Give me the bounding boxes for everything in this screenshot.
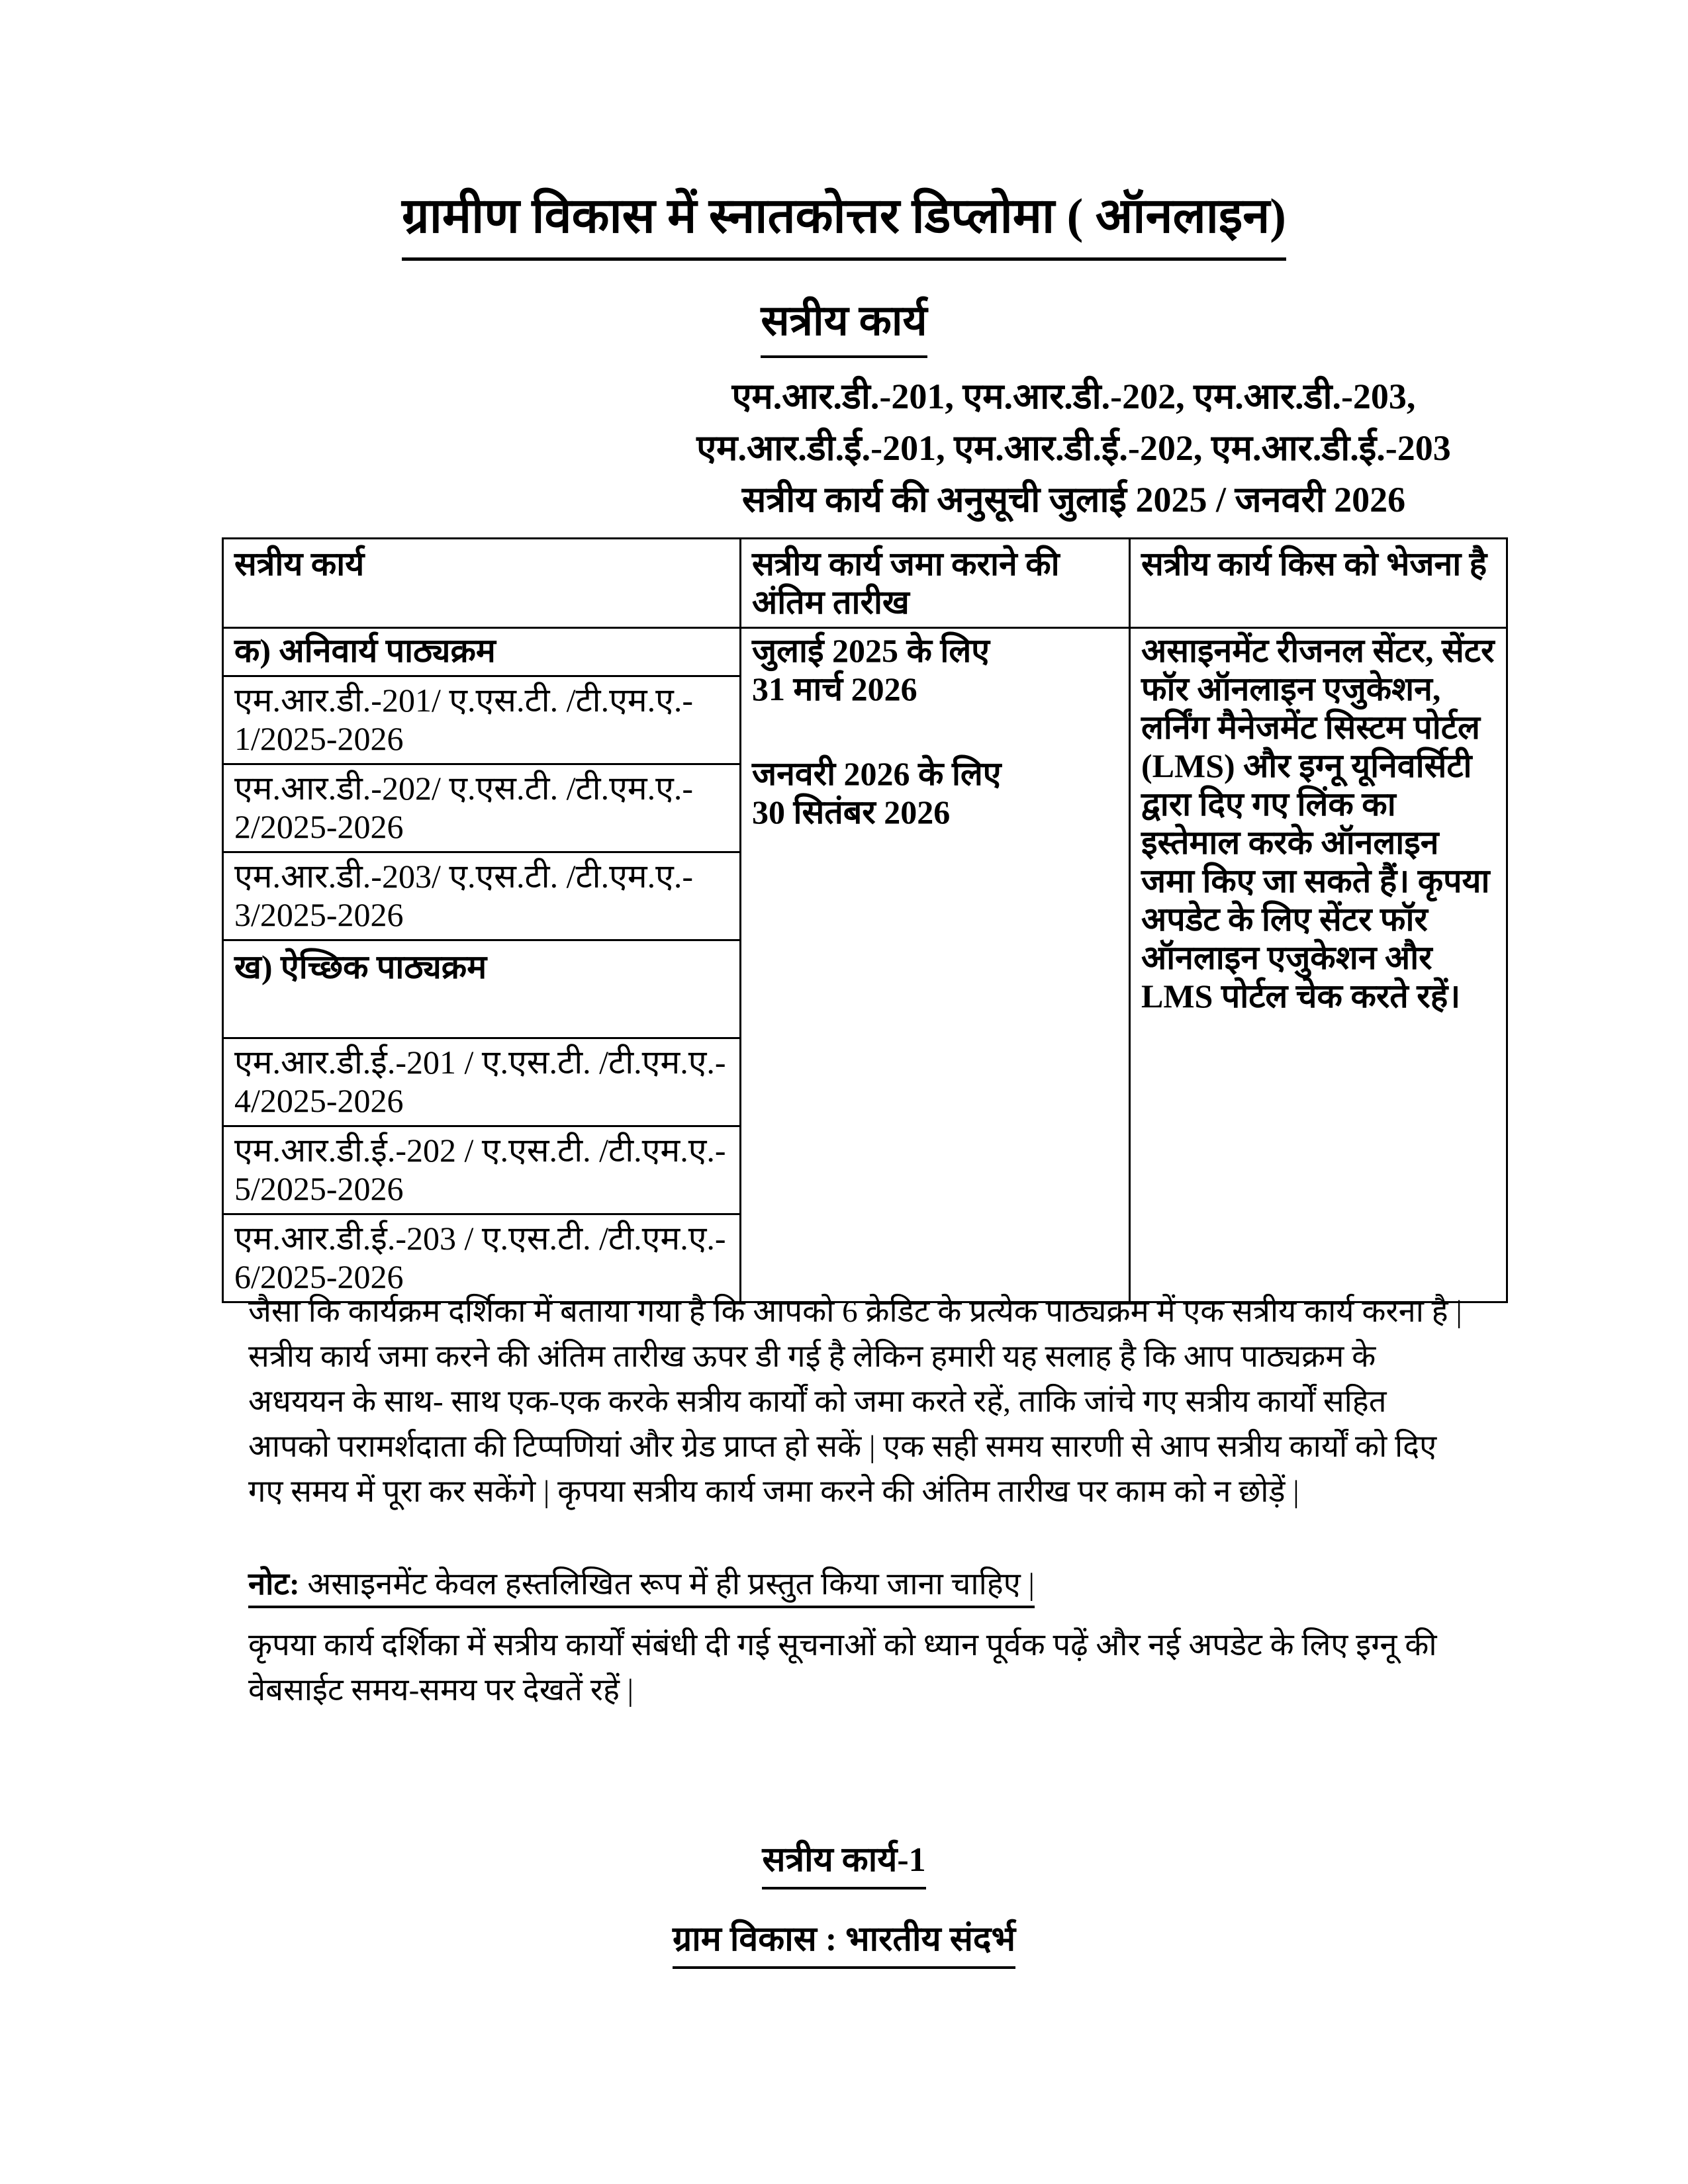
deadline-january-date: 30 सितंबर 2026 (752, 794, 951, 831)
course-session-line: 3/2025-2026 (234, 896, 404, 933)
assignment-1-course-title-text: ग्राम विकास : भारतीय संदर्भ (673, 1914, 1015, 1969)
course-code-line: एम.आर.डी.-202/ ए.एस.टी. /टी.एम.ए.- (234, 770, 693, 807)
assignment-1-heading-text: सत्रीय कार्य-1 (762, 1835, 925, 1889)
note-text: असाइनमेंट केवल हस्तलिखित रूप में ही प्रस्तुत किया जाना चाहिए | (299, 1567, 1035, 1602)
note-label: नोट: (248, 1567, 300, 1602)
course-codes-line-2: एम.आर.डी.ई.-201, एम.आर.डी.ई.-202, एम.आर.डी.ई.-203 (696, 428, 1451, 468)
assignment-1-heading (0, 1835, 1688, 1889)
course-code-line: एम.आर.डी.ई.-201 / ए.एस.टी. /टी.एम.ए.- (234, 1044, 726, 1081)
website-reminder-paragraph: कृपया कार्य दर्शिका में सत्रीय कार्यों संबंधी दी गई सूचनाओं को ध्यान पूर्वक पढ़ें और नई अपडेट के लिए इग्नू की वेबसाईट समय-समय पर देखतें रहें | (248, 1628, 1437, 1707)
course-code-line: एम.आर.डी.ई.-203 / ए.एस.टी. /टी.एम.ए.- (234, 1220, 726, 1257)
section-label: क) अनिवार्य पाठ्यक्रम (223, 628, 741, 676)
note-line (248, 1562, 1472, 1607)
send-to-cell: असाइनमेंट रीजनल सेंटर, सेंटर फॉर ऑनलाइन एजुकेशन, लर्निंग मैनेजमेंट सिस्टम पोर्टल (LMS) और इग्नू यूनिवर्सिटी द्वारा दिए गए लिंक का इस्तेमाल करके ऑनलाइन जमा किए जा सकते हैं। कृपया अपडेट के लिए सेंटर फॉर ऑनलाइन एजुकेशन और LMS पोर्टल चेक करते रहें। (1130, 628, 1507, 1302)
deadline-cell (741, 628, 1130, 1302)
header-assignment: सत्रीय कार्य (223, 539, 741, 628)
course-codes-block (630, 371, 1517, 525)
course-session-line: 1/2025-2026 (234, 720, 404, 757)
page-title (0, 180, 1688, 261)
schedule-session-line: सत्रीय कार्य की अनुसूची जुलाई 2025 / जनवरी 2026 (741, 480, 1406, 520)
course-session-line: 6/2025-2026 (234, 1258, 404, 1295)
instructions-paragraph: जैसा कि कार्यक्रम दर्शिका में बताया गया है कि आपको 6 क्रेडिट के प्रत्येक पाठ्यक्रम में एक सत्रीय कार्य करना है | सत्रीय कार्य जमा करने की अंतिम तारीख ऊपर डी गई है लेकिन हमारी यह सलाह है कि आप पाठ्यक्रम के अधययन के साथ- साथ एक-एक करके सत्रीय कार्यों को जमा करते रहें, ताकि जांचे गए सत्रीय कार्यों सहित आपको परामर्शदाता की टिप्पणियां और ग्रेड प्राप्त हो सकें | एक सही समय सारणी से आप सत्रीय कार्यों को दिए गए समय में पूरा कर सकेंगे | कृपया सत्रीय कार्य जमा करने की अंतिम तारीख पर काम को न छोड़ें | (248, 1295, 1462, 1509)
course-cell (223, 676, 741, 764)
section-label: ख) ऐच्छिक पाठ्यक्रम (223, 940, 741, 1038)
header-last-date: सत्रीय कार्य जमा कराने की अंतिम तारीख (741, 539, 1130, 628)
page-subtitle-text: सत्रीय कार्य (761, 290, 927, 358)
course-cell (223, 1038, 741, 1126)
header-send-to: सत्रीय कार्य किस को भेजना है (1130, 539, 1507, 628)
deadline-july-label: जुलाई 2025 के लिए (752, 632, 990, 669)
assignment-1-course-title (0, 1914, 1688, 1969)
course-code-line: एम.आर.डी.ई.-202 / ए.एस.टी. /टी.एम.ए.- (234, 1132, 726, 1169)
course-session-line: 4/2025-2026 (234, 1082, 404, 1119)
note-underline-wrap (248, 1567, 1035, 1608)
deadline-gap (752, 708, 1118, 754)
assignment-schedule-table (222, 537, 1508, 1303)
course-cell (223, 852, 741, 940)
page-title-text: ग्रामीण विकास में स्नातकोत्तर डिप्लोमा ( ऑनलाइन) (402, 180, 1286, 261)
section-row-compulsory (223, 628, 1507, 676)
course-codes-line-1: एम.आर.डी.-201, एम.आर.डी.-202, एम.आर.डी.-203, (731, 377, 1416, 416)
course-code-line: एम.आर.डी.-203/ ए.एस.टी. /टी.एम.ए.- (234, 858, 693, 895)
course-session-line: 2/2025-2026 (234, 808, 404, 845)
course-code-line: एम.आर.डी.-201/ ए.एस.टी. /टी.एम.ए.- (234, 682, 693, 719)
course-session-line: 5/2025-2026 (234, 1170, 404, 1207)
table-header-row (223, 539, 1507, 628)
course-cell (223, 1126, 741, 1214)
deadline-january-label: जनवरी 2026 के लिए (752, 755, 1002, 792)
deadline-july-date: 31 मार्च 2026 (752, 670, 917, 707)
page-subtitle (0, 290, 1688, 358)
course-cell (223, 764, 741, 852)
